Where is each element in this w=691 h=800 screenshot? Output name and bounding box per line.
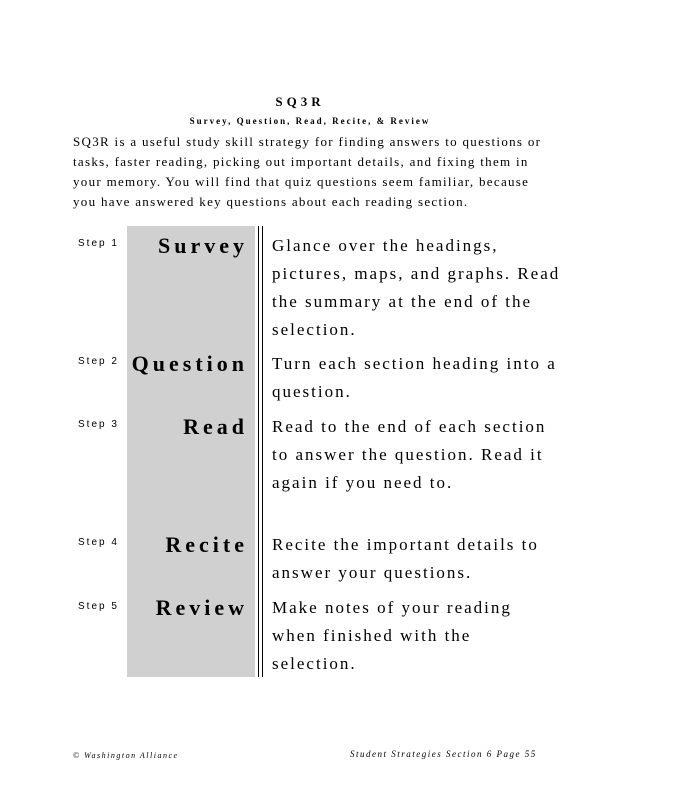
step-5-name: Review — [155, 595, 248, 620]
page-subtitle: Survey, Question, Read, Recite, & Review — [189, 116, 431, 126]
intro-paragraph: SQ3R is a useful study skill strategy for finding answers to questions or tasks, faster reading, picking out important details, and fixing them in your memory. You will find that quiz questions seem familiar, because you have answered key questions about each reading section. — [73, 134, 542, 209]
column-divider-right — [262, 226, 263, 677]
step-3-label: Step 3 — [78, 419, 119, 430]
step-1-name: Survey — [158, 233, 248, 258]
step-2-description: Turn each section heading into a question. — [272, 354, 557, 401]
column-divider-left — [258, 226, 259, 677]
footer-page-info: Student Strategies Section 6 Page 55 — [350, 749, 537, 759]
step-2-name: Question — [131, 351, 248, 376]
step-5-description: Make notes of your reading when finished with the selection. — [272, 598, 512, 673]
step-2-label: Step 2 — [78, 356, 119, 367]
step-1-label: Step 1 — [78, 238, 119, 249]
footer-copyright: © Washington Alliance — [73, 751, 179, 760]
page-title: SQ3R — [275, 94, 325, 109]
step-3-name: Read — [183, 414, 248, 439]
step-4-name: Recite — [165, 532, 248, 557]
step-1-description: Glance over the headings, pictures, maps, and graphs. Read the summary at the end of the selection. — [272, 236, 561, 339]
step-5-label: Step 5 — [78, 601, 119, 612]
step-3-description: Read to the end of each section to answer the question. Read it again if you need to. — [272, 417, 547, 492]
step-4-description: Recite the important details to answer your questions. — [272, 535, 539, 582]
step-4-label: Step 4 — [78, 537, 119, 548]
